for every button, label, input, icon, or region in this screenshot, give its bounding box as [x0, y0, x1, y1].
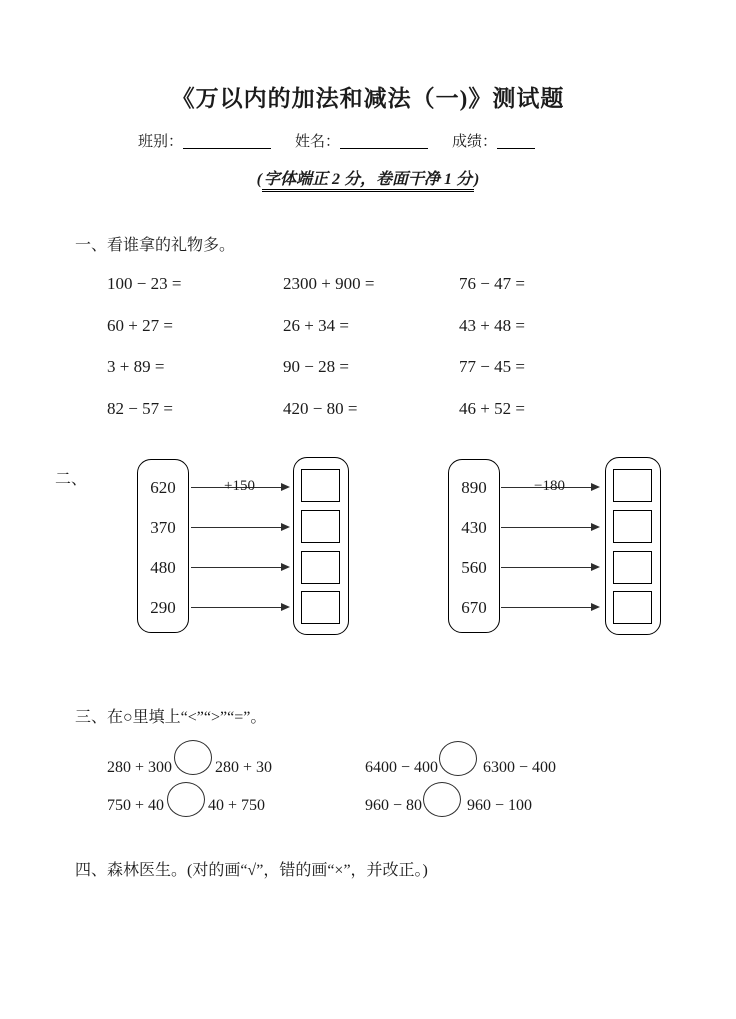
student-info-line	[138, 130, 535, 151]
arrow-right-icon	[191, 607, 288, 608]
input-numbers-pill	[137, 459, 189, 633]
answer-boxes-pill	[293, 457, 349, 635]
answer-box[interactable]	[301, 510, 340, 543]
input-number: 560	[461, 558, 487, 577]
name-blank[interactable]	[340, 133, 428, 149]
score-label: 成绩：	[452, 134, 498, 150]
comparison-right: 960 − 100	[467, 797, 533, 814]
problem-item: 82 − 57 =	[107, 398, 173, 418]
score-blank[interactable]	[497, 133, 535, 149]
name-label: 姓名：	[295, 134, 341, 150]
answer-box[interactable]	[613, 591, 652, 624]
page-title: 《万以内的加法和减法（一)》测试题	[171, 86, 565, 111]
input-number: 370	[150, 518, 176, 537]
answer-box[interactable]	[301, 469, 340, 502]
answer-box[interactable]	[301, 551, 340, 584]
comparison-circle[interactable]	[167, 782, 205, 817]
operation-label: −180	[534, 478, 565, 494]
class-blank[interactable]	[183, 133, 271, 149]
problem-item: 2300 + 900 =	[283, 274, 375, 293]
arrow-right-icon	[501, 527, 598, 528]
note-close-paren: )	[474, 171, 480, 188]
section1-problems	[107, 274, 635, 440]
input-number: 620	[150, 478, 176, 497]
problem-item: 76 − 47 =	[459, 274, 525, 293]
problem-item: 43 + 48 =	[459, 315, 525, 335]
problem-item: 90 − 28 =	[283, 357, 349, 376]
answer-box[interactable]	[301, 591, 340, 624]
comparison-right: 40 + 750	[208, 797, 266, 814]
problem-item: 26 + 34 =	[283, 315, 349, 335]
section4-heading: 四、森林医生。(对的画“√”，错的画“×”，并改正。)	[75, 862, 428, 879]
comparison-circle[interactable]	[439, 741, 477, 776]
answer-box[interactable]	[613, 510, 652, 543]
problem-item: 100 − 23 =	[107, 274, 182, 293]
input-number: 430	[461, 518, 487, 537]
answer-boxes-pill	[605, 457, 661, 635]
grading-note	[0, 166, 736, 189]
note-text: 字体端正 2 分，卷面干净 1 分	[262, 171, 474, 192]
problem-item: 60 + 27 =	[107, 315, 173, 335]
problem-item: 420 − 80 =	[283, 398, 358, 418]
answer-box[interactable]	[613, 551, 652, 584]
input-number: 480	[150, 558, 176, 577]
comparison-left: 6400 − 400	[365, 759, 439, 776]
answer-box[interactable]	[613, 469, 652, 502]
input-number: 670	[461, 598, 487, 617]
arrow-right-icon	[191, 567, 288, 568]
comparison-left: 280 + 300	[107, 759, 173, 776]
comparison-circle[interactable]	[174, 740, 212, 775]
arrow-right-icon	[501, 567, 598, 568]
input-numbers-pill	[448, 459, 500, 633]
comparison-right: 280 + 30	[215, 759, 273, 776]
note-open-paren: (	[256, 171, 262, 188]
section1-heading: 一、看谁拿的礼物多。	[75, 237, 236, 254]
arrow-right-icon	[501, 607, 598, 608]
class-label: 班别：	[138, 134, 184, 150]
operation-label: +150	[224, 478, 255, 494]
comparison-left: 750 + 40	[107, 797, 165, 814]
input-number: 290	[150, 598, 176, 617]
problem-item: 3 + 89 =	[107, 357, 165, 376]
section2-label: 二、	[55, 471, 88, 488]
input-number: 890	[461, 478, 487, 497]
comparison-left: 960 − 80	[365, 797, 423, 814]
comparison-circle[interactable]	[423, 782, 461, 817]
section3-heading: 三、在○里填上“<”“>”“=”。	[75, 709, 267, 726]
arrow-right-icon	[191, 527, 288, 528]
comparison-right: 6300 − 400	[483, 759, 557, 776]
problem-item: 77 − 45 =	[459, 357, 525, 376]
problem-item: 46 + 52 =	[459, 398, 525, 418]
